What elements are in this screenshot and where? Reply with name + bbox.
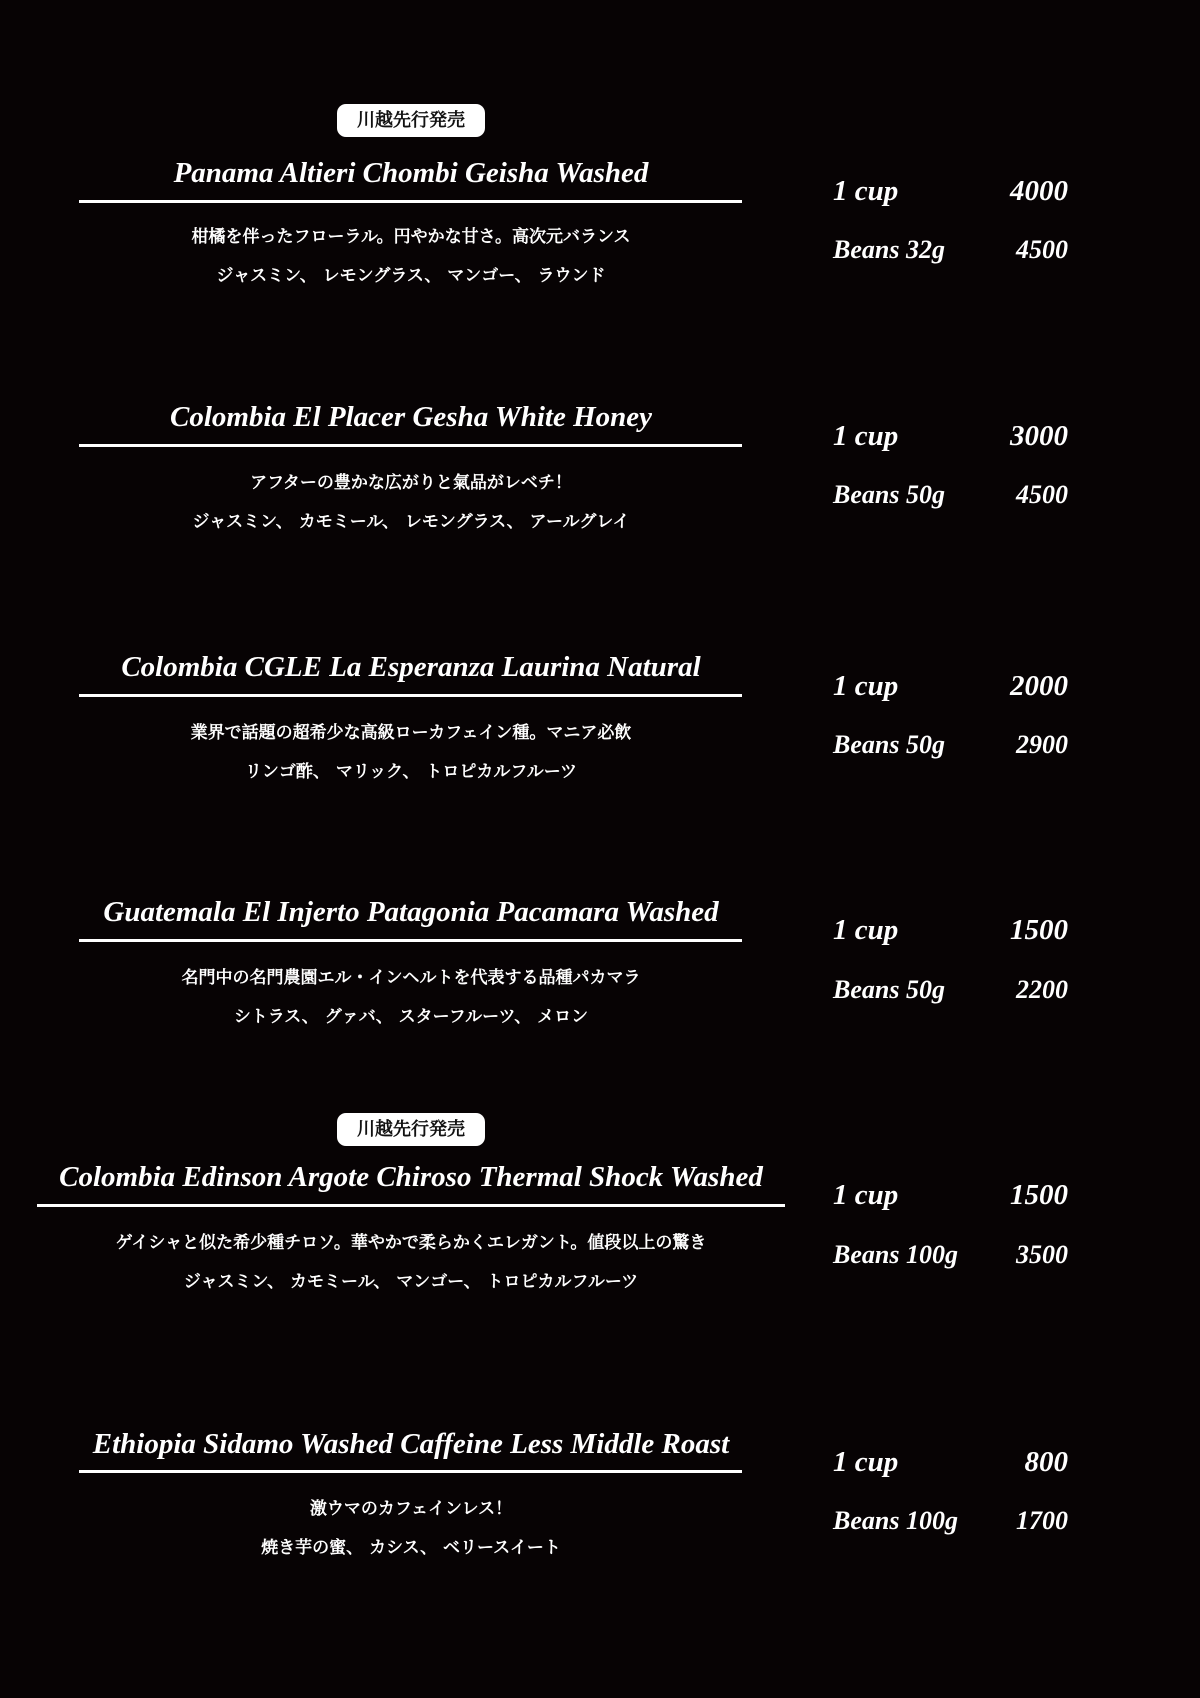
- flavor-notes: 焼き芋の蜜、 カシス、 ベリースイート: [261, 1538, 561, 1558]
- beans-price: 2900: [1016, 730, 1068, 759]
- coffee-description: アフターの豊かな広がりと氣品がレベチ！: [250, 473, 572, 493]
- beans-price: 4500: [1016, 235, 1068, 264]
- cup-label: 1 cup: [833, 175, 899, 207]
- title-divider: [79, 444, 742, 447]
- beans-label: Beans 32g: [833, 235, 945, 264]
- cup-price: 3000: [1010, 420, 1068, 452]
- flavor-notes: ジャスミン、 カモミール、 マンゴー、 トロピカルフルーツ: [183, 1272, 639, 1292]
- coffee-title: Colombia Edinson Argote Chiroso Thermal Shock Washed: [59, 1161, 763, 1193]
- beans-price: 1700: [1016, 1506, 1068, 1535]
- beans-label: Beans 50g: [833, 730, 945, 759]
- cup-label: 1 cup: [833, 1446, 899, 1478]
- exclusive-release-badge: 川越先行発売: [337, 104, 485, 137]
- exclusive-release-badge: 川越先行発売: [337, 1113, 485, 1146]
- cup-label: 1 cup: [833, 420, 899, 452]
- cup-price: 4000: [1010, 175, 1068, 207]
- title-divider: [79, 1470, 742, 1473]
- cup-price: 2000: [1010, 670, 1068, 702]
- title-divider: [79, 200, 742, 203]
- coffee-title: Panama Altieri Chombi Geisha Washed: [173, 157, 649, 189]
- beans-label: Beans 50g: [833, 975, 945, 1004]
- beans-price: 4500: [1016, 480, 1068, 509]
- flavor-notes: シトラス、 グァバ、 スターフルーツ、 メロン: [233, 1007, 589, 1027]
- coffee-title: Colombia CGLE La Esperanza Laurina Natural: [121, 651, 701, 683]
- cup-label: 1 cup: [833, 914, 899, 946]
- beans-label: Beans 50g: [833, 480, 945, 509]
- flavor-notes: ジャスミン、 カモミール、 レモングラス、 アールグレイ: [192, 512, 630, 532]
- coffee-title: Ethiopia Sidamo Washed Caffeine Less Middle Roast: [92, 1428, 730, 1460]
- flavor-notes: リンゴ酢、 マリック、 トロピカルフルーツ: [244, 762, 578, 782]
- beans-label: Beans 100g: [833, 1240, 958, 1269]
- cup-price: 1500: [1010, 1179, 1068, 1211]
- coffee-title: Colombia El Placer Gesha White Honey: [170, 401, 652, 433]
- coffee-title: Guatemala El Injerto Patagonia Pacamara Washed: [103, 896, 719, 928]
- cup-price: 800: [1024, 1446, 1068, 1478]
- beans-price: 2200: [1016, 975, 1068, 1004]
- coffee-description: ゲイシャと似た希少種チロソ。華やかで柔らかくエレガント。値段以上の驚き: [115, 1233, 707, 1253]
- title-divider: [79, 939, 742, 942]
- flavor-notes: ジャスミン、 レモングラス、 マンゴー、 ラウンド: [216, 266, 606, 286]
- coffee-description: 名門中の名門農園エル・インヘルトを代表する品種パカマラ: [181, 968, 641, 988]
- coffee-description: 柑橘を伴ったフローラル。円やかな甘さ。高次元バランス: [191, 227, 631, 247]
- coffee-description: 激ウマのカフェインレス！: [309, 1499, 513, 1519]
- cup-label: 1 cup: [833, 1179, 899, 1211]
- beans-price: 3500: [1016, 1240, 1068, 1269]
- beans-label: Beans 100g: [833, 1506, 958, 1535]
- title-divider: [37, 1204, 785, 1207]
- cup-label: 1 cup: [833, 670, 899, 702]
- coffee-description: 業界で話題の超希少な高級ローカフェイン種。マニア必飲: [190, 723, 632, 743]
- title-divider: [79, 694, 742, 697]
- cup-price: 1500: [1010, 914, 1068, 946]
